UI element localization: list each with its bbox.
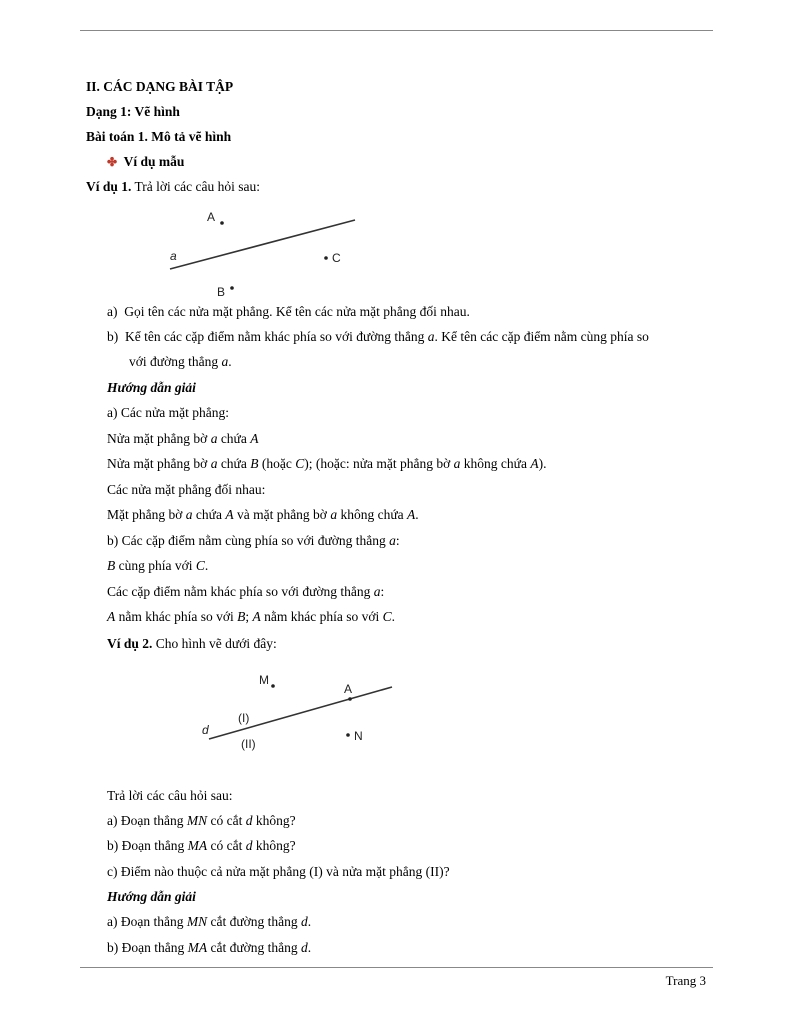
- vd2-question-c: c) Điểm nào thuộc cả nửa mặt phẳng (I) và nửa mặt phẳng (II)?: [107, 864, 450, 879]
- label-d: d: [202, 723, 209, 737]
- figure-1: [150, 200, 370, 300]
- vd1-sol-1: a) Các nửa mặt phẳng:: [107, 405, 230, 420]
- vidu-mau-heading: ✤ Ví dụ mẫu: [107, 154, 185, 169]
- baitoan-heading: Bài toán 1. Mô tả vẽ hình: [86, 129, 232, 144]
- vd1-sol-5: Mặt phẳng bờ a chứa A và mặt phẳng bờ a không chứa A.: [107, 507, 419, 522]
- vd2-question-a: a) Đoạn thẳng MN có cắt d không?: [107, 813, 296, 828]
- label-region-II: (II): [241, 737, 256, 751]
- vd1-sol-4: Các nửa mặt phẳng đối nhau:: [107, 482, 266, 497]
- label-N: N: [354, 729, 363, 743]
- vd2-solution-heading: Hướng dẫn giải: [107, 889, 196, 904]
- label-B: B: [217, 285, 226, 299]
- label-A: A: [207, 210, 216, 224]
- point-B: [230, 286, 234, 290]
- header-rule: [80, 30, 713, 31]
- line-a: [170, 220, 355, 269]
- vd2-prompt: Ví dụ 2. Cho hình vẽ dưới đây:: [107, 636, 277, 651]
- vd2-intro: Trả lời các câu hỏi sau:: [107, 788, 233, 803]
- label-A: A: [344, 682, 353, 696]
- section-title: II. CÁC DẠNG BÀI TẬP: [86, 79, 234, 94]
- point-N: [346, 733, 350, 737]
- label-region-I: (I): [238, 711, 250, 725]
- vd2-question-b: b) Đoạn thẳng MA có cắt d không?: [107, 838, 296, 853]
- point-M: [271, 684, 275, 688]
- vd1-prompt: Ví dụ 1. Trả lời các câu hỏi sau:: [86, 179, 261, 194]
- label-C: C: [332, 251, 341, 265]
- vd2-sol-a: a) Đoạn thẳng MN cắt đường thẳng d.: [107, 914, 312, 929]
- vd1-question-a: a) Gọi tên các nửa mặt phẳng. Kể tên các nửa mặt phẳng đối nhau.: [107, 304, 470, 319]
- vd1-sol-9: A nằm khác phía so với B; A nằm khác phía so với C.: [107, 609, 396, 624]
- vd1-sol-2: Nửa mặt phẳng bờ a chứa A: [107, 431, 259, 446]
- dang-heading: Dạng 1: Vẽ hình: [86, 104, 180, 119]
- page-number: Trang 3: [665, 973, 706, 988]
- label-a: a: [170, 249, 177, 263]
- point-A: [220, 221, 224, 225]
- vd1-sol-6: b) Các cặp điểm nằm cùng phía so với đường thẳng a:: [107, 533, 400, 548]
- vd1-question-b-line2: với đường thẳng a.: [129, 354, 232, 369]
- vd1-sol-3: Nửa mặt phẳng bờ a chứa B (hoặc C); (hoặc: nửa mặt phẳng bờ a không chứa A).: [107, 456, 547, 471]
- figure-2: [195, 662, 410, 757]
- point-A: [348, 697, 352, 701]
- label-M: M: [259, 673, 269, 687]
- vd2-sol-b: b) Đoạn thẳng MA cắt đường thẳng d.: [107, 940, 312, 955]
- vd1-sol-8: Các cặp điểm nằm khác phía so với đường thẳng a:: [107, 584, 385, 599]
- vd1-solution-heading: Hướng dẫn giải: [107, 380, 196, 395]
- vd1-question-b-line1: b) Kể tên các cặp điểm nằm khác phía so với đường thẳng a. Kể tên các cặp điểm nằm cùng phía so: [107, 329, 649, 344]
- line-d: [209, 687, 392, 739]
- footer-rule: [80, 967, 713, 968]
- vd1-sol-7: B cùng phía với C.: [107, 558, 209, 573]
- point-C: [324, 256, 328, 260]
- pin-icon: ✤: [107, 155, 118, 169]
